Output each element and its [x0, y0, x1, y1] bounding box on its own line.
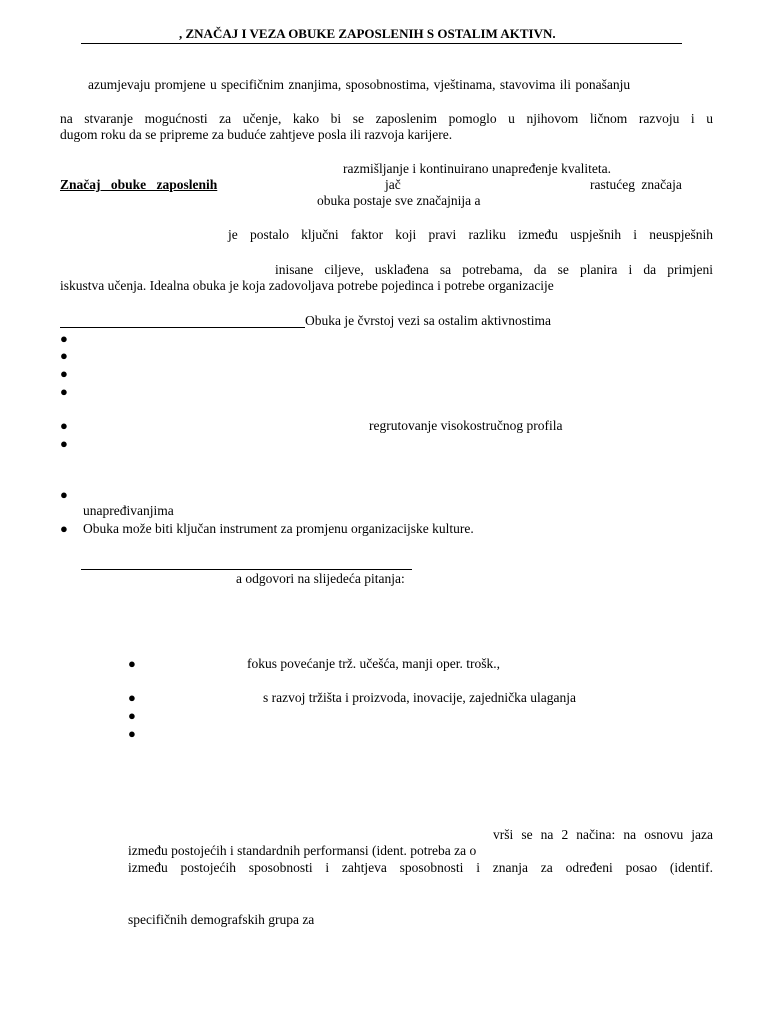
- text-odgovori-pitanja: a odgovori na slijedeća pitanja:: [236, 571, 405, 586]
- paragraph-definition: azumjevaju promjene u specifičnim znanjima, sposobnostima, vještinama, stavovima ili ponašanju: [88, 77, 631, 92]
- list-item-razvoj: s razvoj tržišta i proizvoda, inovacije, zajednička ulaganja: [263, 690, 576, 705]
- bullet-icon: ●: [60, 331, 68, 346]
- list-item-fokus: fokus povećanje trž. učešća, manji oper. trošk.,: [247, 656, 501, 671]
- text-obuka-znacajnija: obuka postaje sve značajnija a: [317, 193, 481, 208]
- text-rastuceg-znacaja: rastućeg značaja: [590, 177, 682, 192]
- paragraph-opportunities-line1: na stvaranje mogućnosti za učenje, kako bi se zaposlenim pomoglo u njihovom ličnom razvoju i u: [60, 111, 713, 126]
- bullet-icon: ●: [60, 366, 68, 381]
- list-item-regrutovanje: regrutovanje visokostručnog profila: [369, 418, 563, 433]
- bullet-icon: ●: [60, 348, 68, 363]
- bullet-icon: ●: [60, 521, 68, 536]
- paragraph-jaz-sposobnosti: između postojećih sposobnosti i zahtjeva sposobnosti i znanja za određeni posao (identif.: [128, 860, 713, 875]
- paragraph-demografske-grupe: specifičnih demografskih grupa za: [128, 912, 315, 927]
- paragraph-dva-nacina: vrši se na 2 načina: na osnovu jaza: [493, 827, 713, 842]
- paragraph-opportunities-line2: dugom roku da se pripreme za buduće zahtjeve posla ili razvoja karijere.: [60, 127, 453, 142]
- list-item-unapredjivanjima: unapređivanjima: [83, 503, 174, 518]
- bullet-icon: ●: [60, 487, 68, 502]
- bullet-icon: ●: [60, 436, 68, 451]
- heading-underline-blank: [81, 569, 412, 570]
- bullet-icon: ●: [60, 418, 68, 433]
- bullet-icon: ●: [60, 384, 68, 399]
- paragraph-ciljevi: inisane ciljeve, usklađena sa potrebama, da se planira i da primjeni: [275, 262, 713, 277]
- text-jac: jač: [385, 177, 401, 192]
- paragraph-kljucni-faktor: je postalo ključni faktor koji pravi razliku između uspješnih i neuspješnih: [228, 227, 713, 242]
- paragraph-jaz-performanse: između postojećih i standardnih performansi (ident. potreba za o: [128, 843, 477, 858]
- section-heading-znacaj: Značaj obuke zaposlenih: [60, 177, 218, 192]
- bullet-icon: ●: [128, 690, 136, 705]
- bullet-icon: ●: [128, 708, 136, 723]
- list-item-kultura: Obuka može biti ključan instrument za promjenu organizacijske kulture.: [83, 521, 474, 536]
- document-title-underline: [81, 25, 682, 44]
- paragraph-idealna-obuka: iskustva učenja. Idealna obuka je koja zadovoljava potrebe pojedinca i potrebe organizacije: [60, 278, 554, 293]
- heading-underline-blank: [60, 327, 305, 328]
- paragraph-quality: razmišljanje i kontinuirano unapređenje kvaliteta.: [343, 161, 612, 176]
- bullet-icon: ●: [128, 656, 136, 671]
- document-title: , ZNAČAJ I VEZA OBUKE ZAPOSLENIH S OSTALIM AKTIVN.: [179, 26, 556, 41]
- section-heading-veza: Obuka je čvrstoj vezi sa ostalim aktivnostima: [305, 313, 551, 328]
- bullet-icon: ●: [128, 726, 136, 741]
